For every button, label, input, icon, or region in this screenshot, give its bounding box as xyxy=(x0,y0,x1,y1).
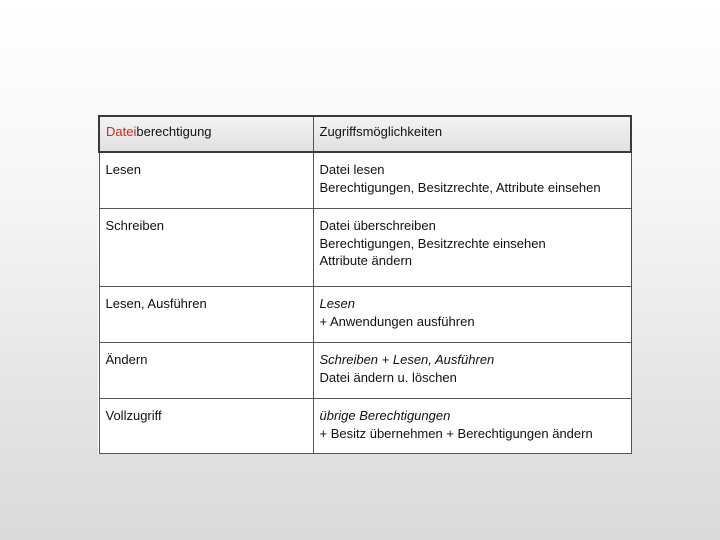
access-cell xyxy=(313,152,631,209)
permission-cell: Lesen xyxy=(99,152,313,209)
access-line-italic: Lesen xyxy=(319,296,355,311)
access-line: Datei überschreiben xyxy=(319,218,436,233)
permission-cell: Vollzugriff xyxy=(99,399,313,454)
permission-cell: Lesen, Ausführen xyxy=(99,287,313,343)
access-line: + Anwendungen ausführen xyxy=(319,313,475,329)
table-row xyxy=(99,399,631,454)
permissions-table xyxy=(98,115,632,454)
access-line: + Besitz übernehmen + Berechtigungen ändern xyxy=(319,425,593,441)
access-cell xyxy=(313,343,631,399)
header-cell-access: Zugriffsmöglichkeiten xyxy=(313,116,631,152)
header-accent-text: Datei xyxy=(106,124,137,139)
access-line: Attribute ändern xyxy=(319,253,413,268)
header-rest-text: berechtigung xyxy=(136,124,212,139)
table-row xyxy=(99,152,631,209)
table-row xyxy=(99,287,631,343)
access-cell xyxy=(313,209,631,287)
permission-cell: Schreiben xyxy=(99,209,313,287)
table-row xyxy=(99,343,631,399)
access-cell xyxy=(313,287,631,343)
header-cell-permission xyxy=(99,116,313,152)
access-line: Berechtigungen, Besitzrechte, Attribute einsehen xyxy=(319,179,601,195)
access-line: Datei lesen xyxy=(319,162,385,177)
permission-cell: Ändern xyxy=(99,343,313,399)
table-header-row xyxy=(99,116,631,152)
access-line-italic: übrige Berechtigungen xyxy=(319,408,451,423)
access-line: Berechtigungen, Besitzrechte einsehen xyxy=(319,235,546,251)
access-line: Datei ändern u. löschen xyxy=(319,369,457,385)
table-row xyxy=(99,209,631,287)
access-line-italic: Schreiben + Lesen, Ausführen xyxy=(319,352,495,367)
access-cell xyxy=(313,399,631,454)
